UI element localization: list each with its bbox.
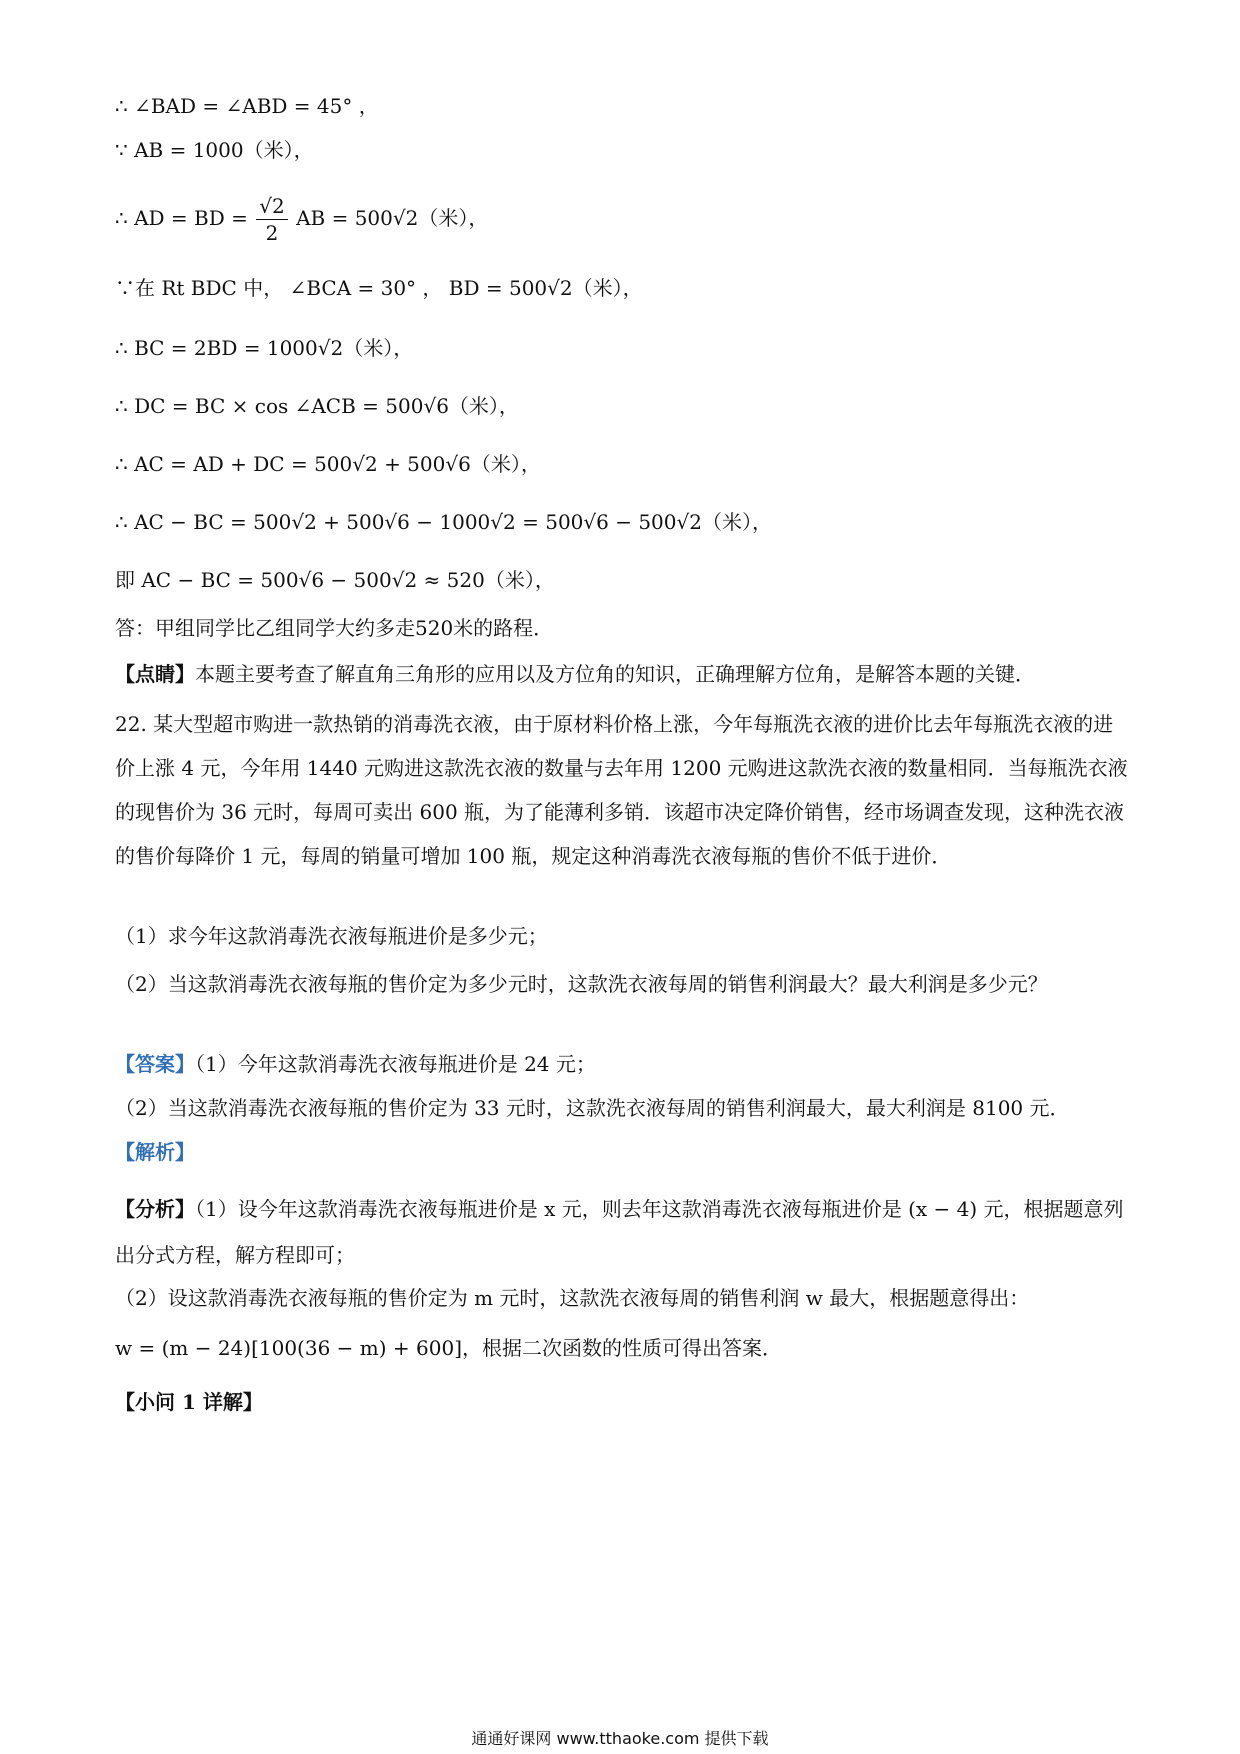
dianjing-text: 本题主要考查了解直角三角形的应用以及方位角的知识，正确理解方位角，是解答本题的关键． — [195, 662, 1035, 686]
proof-line-5: ∴ BC = 2BD = 1000√2（米）， — [115, 336, 414, 360]
detail-heading — [115, 1388, 1130, 1416]
proof-line-3 — [115, 190, 1130, 246]
proof-line-1: ∴ ∠BAD = ∠ABD = 45° ， — [115, 94, 379, 118]
page-footer: 通通好课网 www.tthaoke.com 提供下载 — [471, 1729, 769, 1748]
fenxi-step-3: w = (m − 24)[100(36 − m) + 600]，根据二次函数的性质可得出答案． — [115, 1336, 783, 1360]
answer-tag: 【答案】 — [115, 1052, 195, 1076]
fenxi-tag: 【分析】 — [115, 1197, 195, 1221]
dianjing-tag: 【点睛】 — [115, 662, 195, 686]
question-22-text: 22. 某大型超市购进一款热销的消毒洗衣液，由于原材料价格上涨，今年每瓶洗衣液的进价比去年每瓶洗衣液的进价上涨 4 元，今年用 1440 元购进这款洗衣液的数量与去年用 1200 元购进这款洗衣液的数量相同．当每瓶洗衣液的现售价为 36 元时，每周可卖出 600 瓶，为了能薄利多销．该超市决定降价销售，经市场调查发现，这种洗衣液的售价每降价 1 元，每周的销量可增加 100 瓶，规定这种消毒洗衣液每瓶的售价不低于进价． — [115, 712, 1128, 868]
fraction-denominator: 2 — [265, 221, 279, 245]
proof-line-7: ∴ AC = AD + DC = 500√2 + 500√6（米）， — [115, 452, 541, 476]
jiexi-heading — [115, 1138, 1130, 1166]
proof-line-6: ∴ DC = BC × cos ∠ACB = 500√6（米）， — [115, 394, 519, 418]
detail-tag: 【小问 1 详解】 — [115, 1390, 263, 1414]
proof-line-3-pre: ∴ AD = BD = — [115, 206, 248, 230]
question-22-part-2: （2）当这款消毒洗衣液每瓶的售价定为多少元时，这款洗衣液每周的销售利润最大？最大利润是多少元？ — [115, 972, 1048, 996]
dianjing-section — [115, 660, 1130, 688]
proof-line-9: 即 AC − BC = 500√6 − 500√2 ≈ 520（米）， — [115, 568, 555, 592]
answer-section — [115, 1050, 1130, 1078]
fenxi-step-2: （2）设这款消毒洗衣液每瓶的售价定为 m 元时，这款洗衣液每周的销售利润 w 最大，根据题意得出： — [115, 1286, 1030, 1310]
answer-2: （2）当这款消毒洗衣液每瓶的售价定为 33 元时，这款洗衣液每周的销售利润最大，最大利润是 8100 元． — [115, 1096, 1070, 1120]
proof-line-3-post: AB = 500√2（米）， — [296, 206, 489, 230]
answer-statement: 答：甲组同学比乙组同学大约多走520米的路程． — [115, 616, 554, 640]
jiexi-tag: 【解析】 — [115, 1140, 195, 1164]
proof-line-4: ∵在 Rt BDC 中， ∠BCA = 30° ， BD = 500√2（米）， — [115, 276, 643, 300]
fraction-numerator: √2 — [256, 193, 287, 220]
proof-line-2: ∵ AB = 1000（米）， — [115, 138, 314, 162]
proof-line-8: ∴ AC − BC = 500√2 + 500√6 − 1000√2 = 500√6 − 500√2（米）， — [115, 510, 772, 534]
answer-1: （1）今年这款消毒洗衣液每瓶进价是 24 元； — [195, 1052, 596, 1076]
question-22-part-1: （1）求今年这款消毒洗衣液每瓶进价是多少元； — [115, 924, 548, 948]
fenxi-step-1: （1）设今年这款消毒洗衣液每瓶进价是 x 元，则去年这款消毒洗衣液每瓶进价是 (x − 4) 元，根据题意列出分式方程，解方程即可； — [115, 1197, 1124, 1267]
fraction — [256, 193, 287, 246]
fenxi-section — [115, 1186, 1130, 1278]
